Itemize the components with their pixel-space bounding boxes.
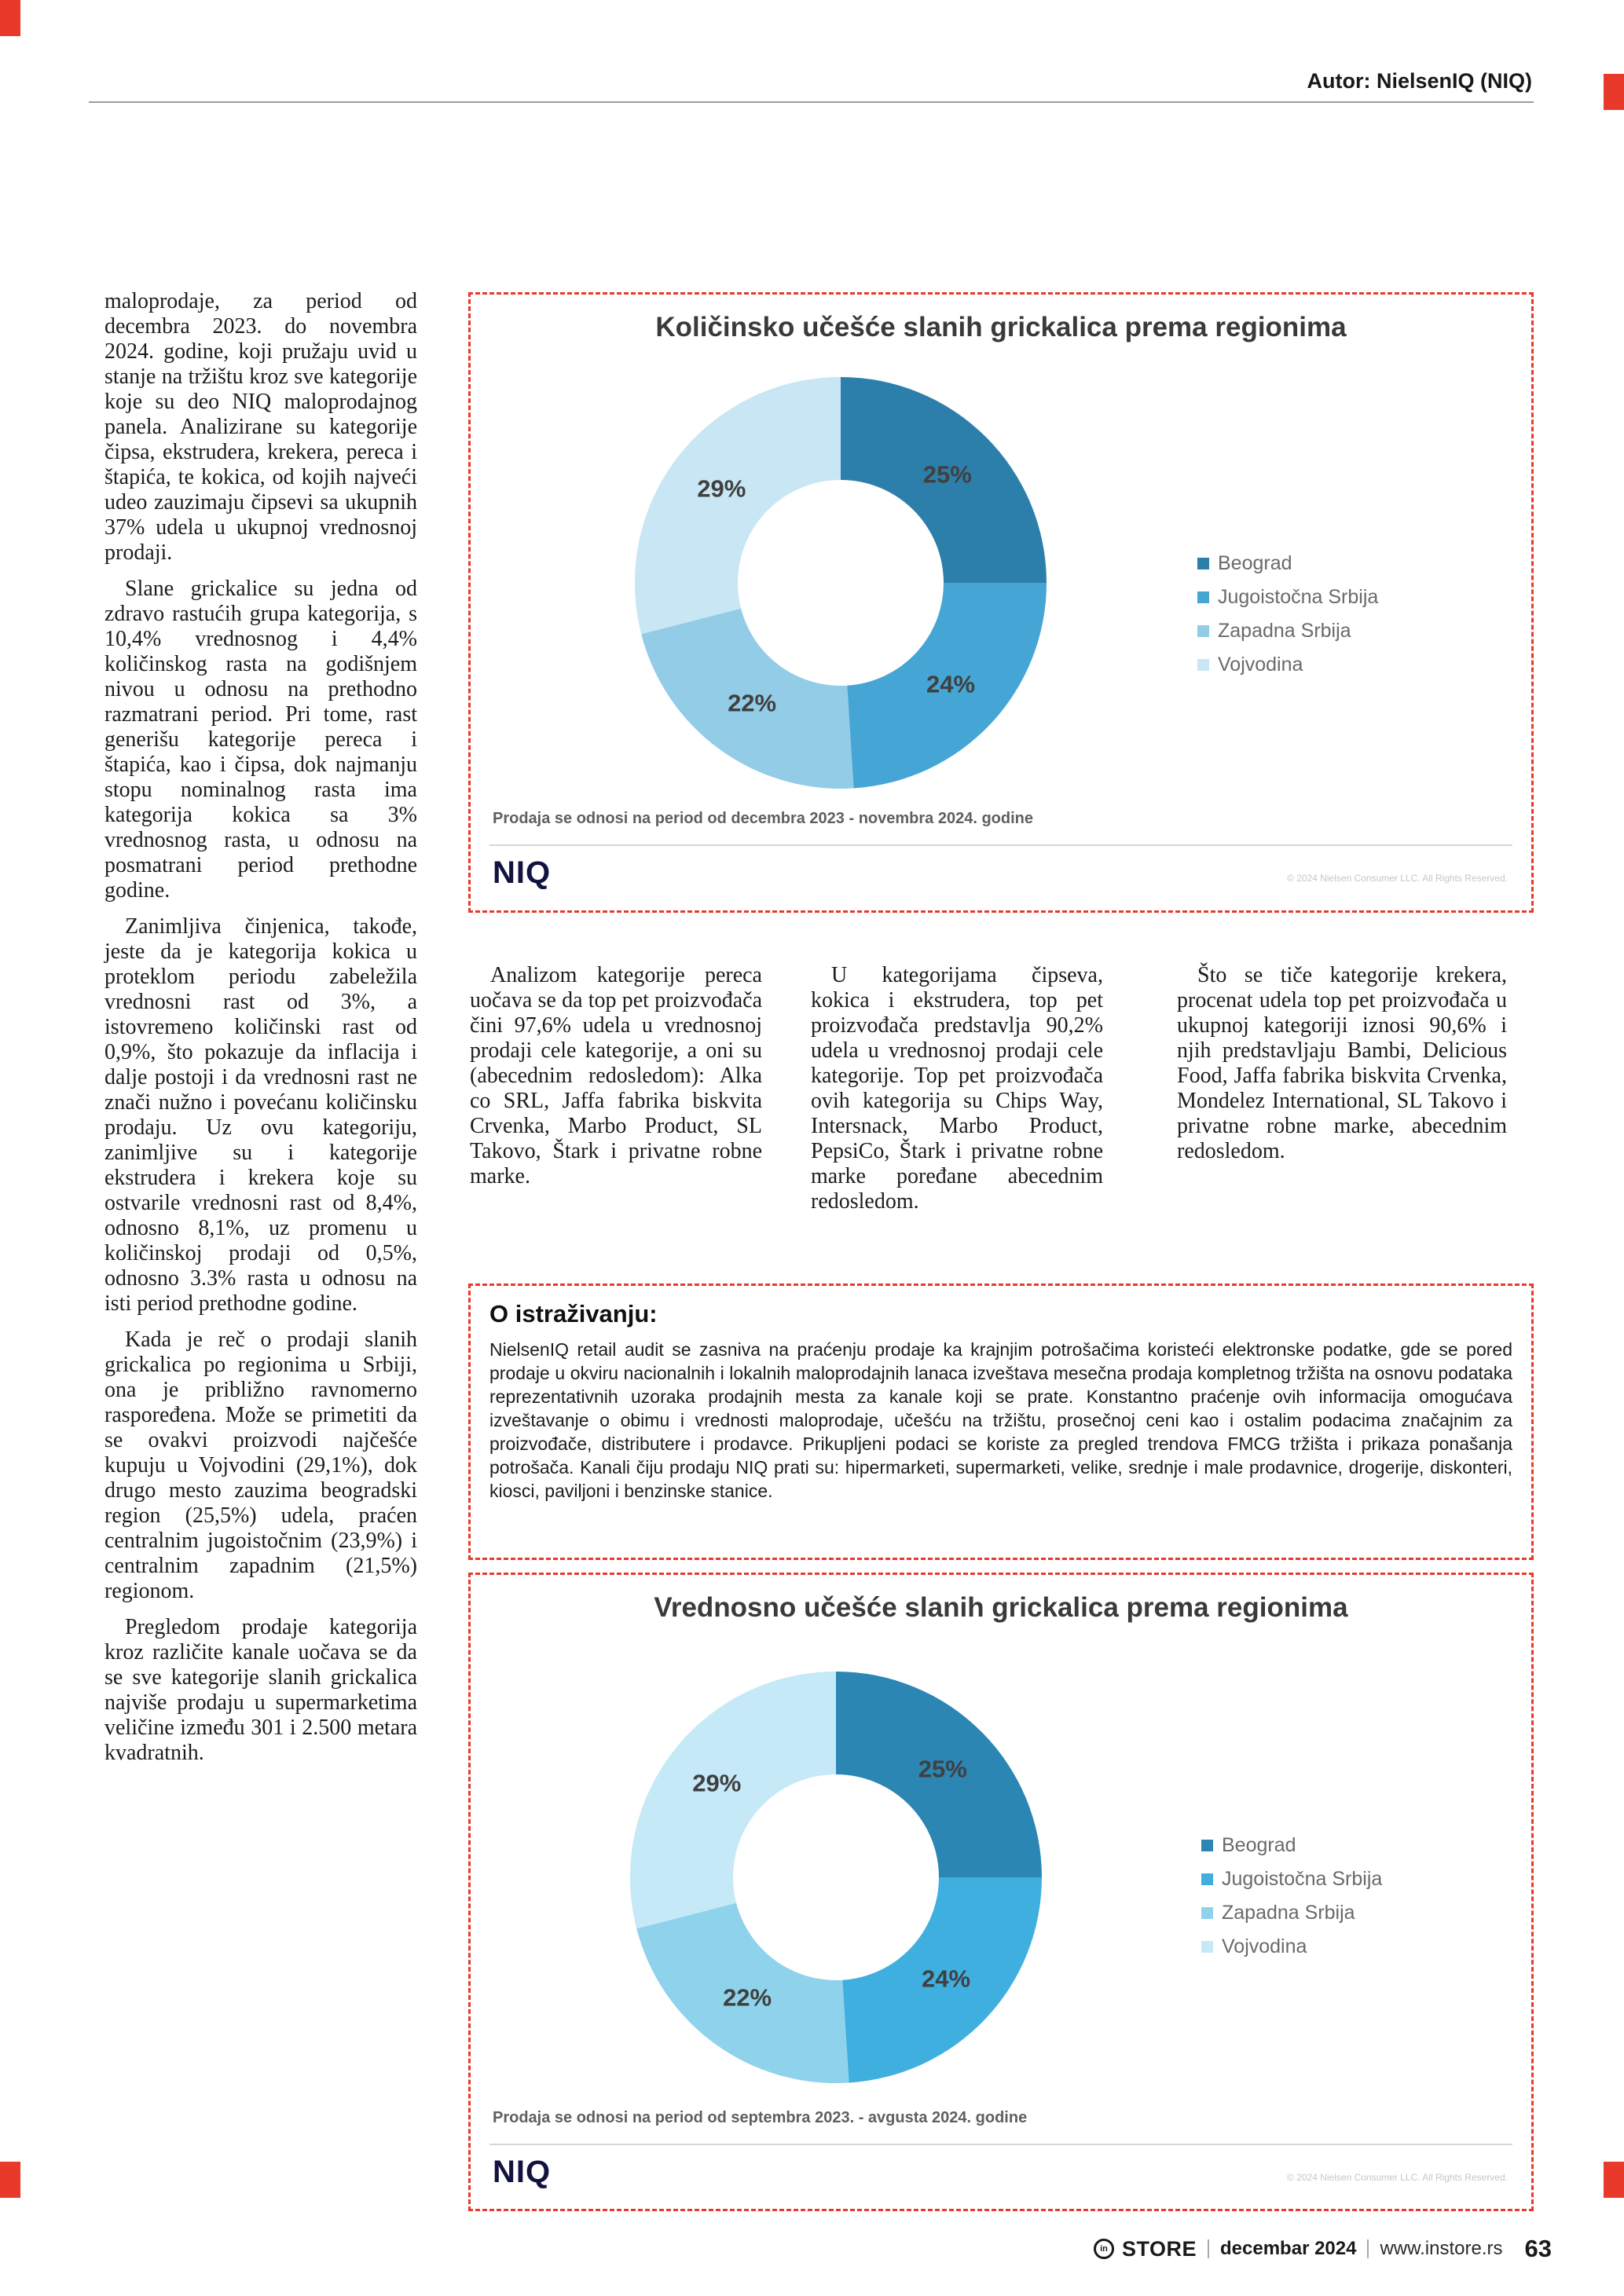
page-footer	[1094, 2235, 1552, 2263]
legend-label: Beograd	[1222, 1834, 1296, 1856]
footer-divider	[1208, 2239, 1209, 2258]
niq-logo: NIQ	[493, 2155, 552, 2189]
crop-mark	[0, 0, 20, 36]
chart-box-value-share	[468, 1573, 1534, 2211]
legend-swatch	[1197, 591, 1209, 603]
about-body: NielsenIQ retail audit se zasniva na praćenju prodaje ka krajnjim potrošačima koristeći elektronske podatke, gde se pored prodaje u okviru nacionalnih i lokalnih maloprodajnih lanaca izveštava mesečna prodaja kompletnog tržišta na osnovu podataka reprezentativnih uzoraka prodajnih mesta za kanale koji se prate. Konstantno praćenje ovih informacija omogućava izveštavanje o obimu i vrednosti maloprodaje, učešću na tržištu, prosečnoj ceni kao i ostalim podacima značajnim za proizvođače, distributere i prodavce. Prikupljeni podaci se koriste za pregled trendova FMCG tržišta i prikaza ponašanja potrošača. Kanali čiju prodaju NIQ prati su: hipermarketi, supermarketi, velike, srednje i male prodavnice, drogerije, diskonteri, kiosci, paviljoni i benzinske stanice.	[489, 1339, 1512, 1501]
chart-title: Vrednosno učešće slanih grickalica prema regionima	[654, 1592, 1348, 1623]
donut-chart	[621, 363, 1061, 807]
legend-item	[1197, 552, 1378, 575]
about-research-box	[468, 1283, 1534, 1560]
chart-box-volume-share	[468, 292, 1534, 913]
slice-label: 24%	[926, 670, 976, 698]
legend-swatch	[1201, 1907, 1213, 1919]
crop-mark	[1604, 2162, 1624, 2198]
crop-mark	[1604, 74, 1624, 110]
body-paragraph: Što se tiče kategorije krekera, procenat udela top pet proizvođača u ukupnoj kategoriji iznosi 90,6% i njih predstavljaju Bambi, Delicious Food, Jaffa fabrika biskvita Crvenka, Mondelez International, SL Takovo i privatne robne marke, abecednim redosledom.	[1177, 963, 1507, 1163]
body-paragraph: Zanimljiva činjenica, takođe, jeste da je kategorija kokica u proteklom periodu zabeležila vrednosni rast od 3%, a istovremeno količinski rast od 0,9%, što pokazuje da inflacija i dalje postoji i da vrednosni rast ne znači nužno i povećanu količinsku prodaju. Uz ovu kategoriju, zanimljive su i kategorije ekstrudera i krekera koje su ostvarile vrednosni rast od 8,4%, odnosno 8,1%, uz promenu u količinskoj prodaji od 0,5%, odnosno 3.3% rasta u odnosu na isti period prethodne godine.	[104, 914, 417, 1316]
chart-divider	[489, 2144, 1512, 2145]
legend-label: Zapadna Srbija	[1218, 620, 1351, 642]
legend-label: Zapadna Srbija	[1222, 1902, 1355, 1924]
legend-label: Vojvodina	[1222, 1935, 1307, 1957]
legend-item	[1201, 1902, 1382, 1924]
legend-label: Vojvodina	[1218, 654, 1303, 676]
legend-swatch	[1197, 659, 1209, 671]
legend-item	[1201, 1868, 1382, 1891]
body-paragraph: Kada je reč o prodaji slanih grickalica po regionima u Srbiji, ona je približno ravnomerno raspoređena. Može se primetiti da se ovakvi proizvodi najčešće kupuju u Vojvodini (29,1%), dok drugo mesto zauzima beogradski region (25,5%) udela, praćen centralnim jugoistočnim (23,9%) i centralnim zapadnim (21,5%) regionom.	[104, 1327, 417, 1603]
legend-label: Beograd	[1218, 552, 1292, 574]
body-paragraph: U kategorijama čipseva, kokica i ekstrudera, top pet proizvođača predstavlja 90,2% udela u vrednosnoj prodaji cele kategorije. Top pet proizvođača ovih kategorija su Chips Way, Intersnack, Marbo Product, PepsiCo, Štark i privatne robne marke poređane abecednim redosledom.	[811, 963, 1103, 1214]
chart-title: Količinsko učešće slanih grickalica prema regionima	[655, 312, 1347, 342]
middle-column-krekeri	[1177, 963, 1507, 1164]
slice-label: 25%	[922, 460, 972, 489]
slice-label: 25%	[918, 1755, 967, 1783]
legend-item	[1197, 586, 1378, 609]
legend-swatch	[1201, 1941, 1213, 1953]
middle-column-cipsevi	[811, 963, 1103, 1214]
crop-mark	[0, 2162, 20, 2198]
donut-slice	[635, 377, 841, 634]
left-column	[104, 289, 417, 1766]
donut-chart	[616, 1657, 1056, 2101]
legend-swatch	[1197, 625, 1209, 637]
donut-svg	[616, 1657, 1056, 2097]
chart-copyright: © 2024 Nielsen Consumer LLC. All Rights Reserved.	[1287, 873, 1508, 884]
chart-legend	[1201, 1834, 1382, 1958]
chart-legend	[1197, 552, 1378, 676]
legend-item	[1197, 620, 1378, 643]
header-rule	[89, 101, 1534, 103]
legend-swatch	[1197, 558, 1209, 569]
body-paragraph: maloprodaje, za period od decembra 2023. do novembra 2024. godine, koji pružaju uvid u stanje na tržištu kroz sve kategorije koje su deo NIQ maloprodajnog panela. Analizirane su kategorije čipsa, ekstrudera, krekera, pereca i štapića, te kokica, od kojih najveći udeo zauzimaju čipsevi sa ukupnih 37% udela u ukupnoj vrednosnoj prodaji.	[104, 289, 417, 565]
footer-site-link: www.instore.rs	[1380, 2238, 1503, 2259]
author-credit: Autor: NielsenIQ (NIQ)	[1307, 69, 1532, 93]
slice-label: 24%	[921, 1965, 971, 1993]
legend-item	[1201, 1935, 1382, 1958]
niq-logo: NIQ	[493, 855, 552, 890]
chart-footnote: Prodaja se odnosi na period od decembra 2023 - novembra 2024. godine	[493, 810, 1033, 827]
chart-footnote: Prodaja se odnosi na period od septembra 2023. - avgusta 2024. godine	[493, 2109, 1028, 2126]
footer-divider	[1367, 2239, 1369, 2258]
body-paragraph: Analizom kategorije pereca uočava se da top pet proizvođača čini 97,6% udela u vrednosnoj prodaji cele kategorije, a oni su (abecednim redosledom): Alka co SRL, Jaffa fabrika biskvita Crvenka, Marbo Product, SL Takovo, Štark i privatne robne marke.	[470, 963, 762, 1188]
donut-slice	[630, 1672, 836, 1928]
legend-swatch	[1201, 1873, 1213, 1885]
donut-svg	[621, 363, 1061, 803]
slice-label: 22%	[728, 689, 777, 717]
chart-copyright: © 2024 Nielsen Consumer LLC. All Rights Reserved.	[1287, 2172, 1508, 2183]
chart-divider	[489, 844, 1512, 846]
footer-brand: STORE	[1121, 2236, 1197, 2261]
legend-swatch	[1201, 1840, 1213, 1851]
body-paragraph: Slane grickalice su jedna od zdravo rastućih grupa kategorija, s 10,4% vrednosnog i 4,4% količinskog rasta na godišnjem nivou u odnosu na prethodno razmatrani period. Pri tome, rast generišu kategorije pereca i štapića, kao i čipsa, dok najmanju stopu nominalnog rasta ima kategorija kokica sa 3% vrednosnog rasta, u odnosu na posmatrani period prethodne godine.	[104, 577, 417, 903]
slice-label: 22%	[723, 1983, 772, 2012]
slice-label: 29%	[692, 1769, 742, 1797]
footer-issue-date: decembar 2024	[1220, 2238, 1357, 2259]
body-paragraph: Pregledom prodaje kategorija kroz različite kanale uočava se da se sve kategorije slanih grickalica najviše prodaju u supermarketima veličine između 301 i 2.500 metara kvadratnih.	[104, 1615, 417, 1765]
instore-logo-icon: in	[1094, 2239, 1114, 2259]
legend-item	[1197, 654, 1378, 676]
about-title: O istraživanju:	[489, 1300, 658, 1327]
legend-label: Jugoistočna Srbija	[1218, 586, 1379, 608]
page-number: 63	[1524, 2235, 1552, 2262]
legend-label: Jugoistočna Srbija	[1222, 1868, 1383, 1890]
legend-item	[1201, 1834, 1382, 1857]
middle-column-pereci	[470, 963, 762, 1189]
slice-label: 29%	[697, 474, 746, 503]
